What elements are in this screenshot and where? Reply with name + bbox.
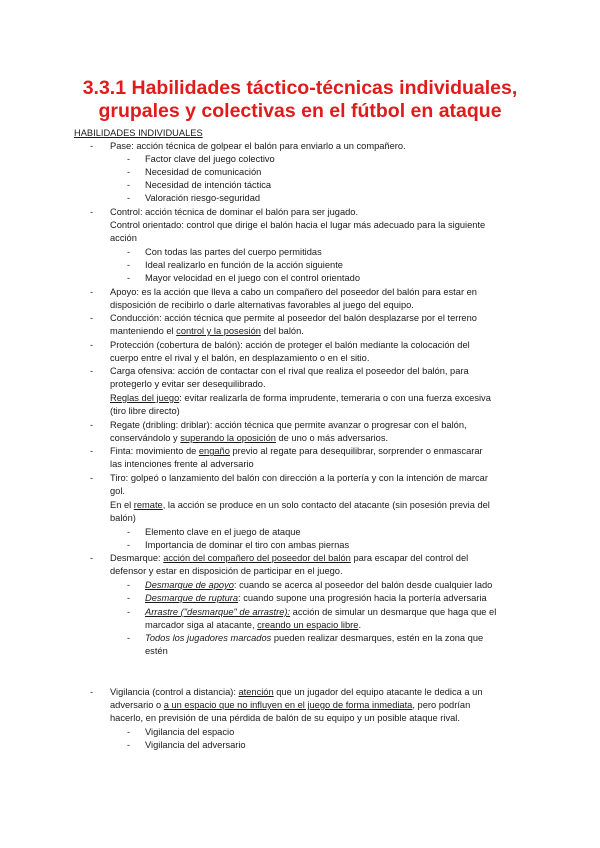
bullet-dash: - — [127, 580, 131, 590]
bullet-dash: - — [90, 446, 94, 456]
underlined-term: engaño — [198, 446, 230, 456]
bullet-dash: - — [127, 180, 131, 190]
list-item: Vigilancia del adversario — [145, 740, 246, 750]
list-item: Desmarque de apoyo: cuando se acerca al poseedor del balón desde cualquier lado — [145, 580, 493, 590]
list-item: Con todas las partes del cuerpo permitidas — [145, 247, 322, 257]
bullet-dash: - — [127, 740, 131, 750]
tiro-remate-cont: balón) — [110, 513, 136, 523]
list-item: Todos los jugadores marcados pueden realizar desmarques, estén en la zona que — [145, 633, 484, 643]
underlined-term: Reglas del juego — [110, 393, 180, 403]
bullet-dash: - — [127, 593, 131, 603]
bullet-dash: - — [127, 633, 131, 643]
underlined-term: Arrastre ("desmarque" de arrastre): — [145, 607, 291, 617]
bullet-dash: - — [90, 420, 94, 430]
finta-definition-cont: las intenciones frente al adversario — [110, 459, 254, 469]
italic-term: Todos los jugadores marcados — [145, 633, 272, 643]
underlined-term: superando la oposición — [180, 433, 276, 443]
bullet-dash: - — [127, 727, 131, 737]
tiro-definition: Tiro: golpeó o lanzamiento del balón con dirección a la portería y con la intención de marcar — [110, 473, 488, 483]
bullet-dash: - — [90, 687, 94, 697]
proteccion-definition: Protección (cobertura de balón): acción de proteger el balón mediante la colocación del — [110, 340, 470, 350]
bullet-dash: - — [127, 607, 131, 617]
list-item-cont: marcador siga al atacante, creando un espacio libre. — [145, 620, 362, 630]
bullet-dash: - — [90, 313, 94, 323]
list-item: Necesidad de comunicación — [145, 167, 262, 177]
list-item: Elemento clave en el juego de ataque — [145, 527, 301, 537]
tiro-definition-cont: gol. — [110, 486, 125, 496]
apoyo-definition: Apoyo: es la acción que lleva a cabo un compañero del poseedor del balón para estar en — [110, 287, 477, 297]
list-item-cont: estén — [145, 646, 168, 656]
underlined-term: control y la posesión — [176, 326, 261, 336]
carga-reglas: Reglas del juego: evitar realizarla de forma imprudente, temeraria o con una fuerza excesiva — [110, 393, 491, 403]
regate-definition-cont: conservándolo y superando la oposición de uno o más adversarios. — [110, 433, 389, 443]
bullet-dash: - — [127, 273, 131, 283]
list-item: Valoración riesgo-seguridad — [145, 193, 261, 203]
control-definition: Control: acción técnica de dominar el balón para ser jugado. — [110, 207, 359, 217]
bullet-dash: - — [127, 527, 131, 537]
underlined-term: remate — [133, 500, 163, 510]
vigilancia-definition-cont: adversario o a un espacio que no influyen en el juego de forma inmediata, pero podrían — [110, 700, 471, 710]
bullet-dash: - — [90, 340, 94, 350]
bullet-dash: - — [90, 473, 94, 483]
desmarque-definition-cont: defensor y estar en disposición de participar en el juego. — [110, 566, 343, 576]
vigilancia-definition: Vigilancia (control a distancia): atención que un jugador del equipo atacante le dedica a un — [110, 687, 483, 697]
control-orientado-text: Control orientado: control que dirige el balón hacia el lugar más adecuado para la siguiente — [110, 220, 486, 230]
desmarque-definition: Desmarque: acción del compañero del poseedor del balón para escapar del control del — [110, 553, 469, 563]
page-title-line-2: grupales y colectivas en el fútbol en ataque — [98, 100, 502, 122]
bullet-dash: - — [90, 207, 94, 217]
list-item: Vigilancia del espacio — [145, 727, 235, 737]
list-item: Factor clave del juego colectivo — [145, 154, 275, 164]
pase-definition: Pase: acción técnica de golpear el balón para enviarlo a un compañero. — [110, 141, 406, 151]
bullet-dash: - — [90, 366, 94, 376]
list-item: Arrastre ("desmarque" de arrastre): acción de simular un desmarque que haga que el — [145, 607, 497, 617]
conduccion-definition: Conducción: acción técnica que permite al poseedor del balón desplazarse por el terreno — [110, 313, 477, 323]
regate-definition: Regate (dribling: driblar): acción técnica que permite avanzar o progresar con el balón, — [110, 420, 467, 430]
conduccion-definition-cont: manteniendo el control y la posesión del balón. — [110, 326, 304, 336]
underlined-term: acción del compañero del poseedor del balón — [163, 553, 351, 563]
finta-definition: Finta: movimiento de engaño previo al regate para desequilibrar, sorprender o enmascarar — [110, 446, 483, 456]
tiro-remate: En el remate, la acción se produce en un solo contacto del atacante (sin posesión previa del — [110, 500, 490, 510]
carga-reglas-cont: (tiro libre directo) — [110, 406, 180, 416]
proteccion-definition-cont: cuerpo entre el rival y el balón, en desplazamiento o en el sitio. — [110, 353, 370, 363]
list-item: Mayor velocidad en el juego con el control orientado — [145, 273, 360, 283]
bullet-dash: - — [127, 247, 131, 257]
underlined-term: Desmarque de ruptura — [145, 593, 239, 603]
list-item: Importancia de dominar el tiro con ambas piernas — [145, 540, 350, 550]
underlined-term: Desmarque de apoyo — [145, 580, 234, 590]
bullet-dash: - — [90, 287, 94, 297]
apoyo-definition-cont: disposición de recibirlo o darle alternativas favorables al juego del equipo. — [110, 300, 414, 310]
bullet-dash: - — [127, 260, 131, 270]
list-item: Necesidad de intención táctica — [145, 180, 272, 190]
carga-definition: Carga ofensiva: acción de contactar con el rival que realiza el poseedor del balón, para — [110, 366, 469, 376]
page-title-line-1: 3.3.1 Habilidades táctico-técnicas individuales, — [82, 77, 518, 99]
underlined-term: creando un espacio libre — [257, 620, 359, 630]
vigilancia-definition-cont-2: hacerlo, en previsión de una pérdida de balón de su equipo y un posible ataque rival. — [110, 713, 460, 723]
underlined-term: a un espacio que no influyen en el juego de forma inmediata — [163, 700, 413, 710]
list-item: Ideal realizarlo en función de la acción siguiente — [145, 260, 343, 270]
bullet-dash: - — [127, 167, 131, 177]
control-orientado-text-end: acción — [110, 233, 137, 243]
carga-definition-cont: protegerlo y evitar ser desequilibrado. — [110, 379, 266, 389]
underlined-term: atención — [238, 687, 274, 697]
bullet-dash: - — [90, 553, 94, 563]
bullet-dash: - — [90, 141, 94, 151]
bullet-dash: - — [127, 193, 131, 203]
bullet-dash: - — [127, 154, 131, 164]
section-heading: HABILIDADES INDIVIDUALES — [74, 128, 203, 138]
list-item: Desmarque de ruptura: cuando supone una progresión hacia la portería adversaria — [145, 593, 487, 603]
bullet-dash: - — [127, 540, 131, 550]
